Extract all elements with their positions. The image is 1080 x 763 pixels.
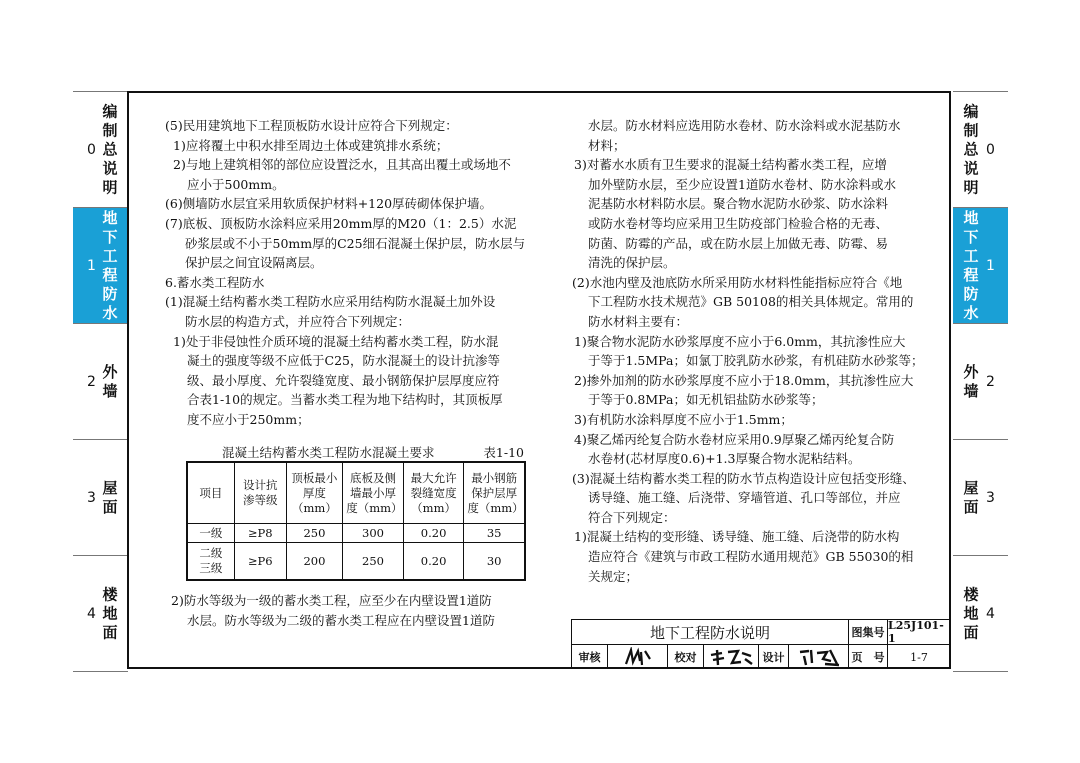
text-line: 关规定； [588, 568, 639, 584]
tab-number: 1 [87, 257, 96, 274]
text-line: 1)聚合物水泥防水砂浆厚度不应小于6.0mm，其抗渗性应大 [574, 333, 906, 349]
tab-label: 编 制 总 说 明 [102, 102, 118, 196]
text-line: 应小于500mm。 [187, 176, 285, 192]
check-label: 校对 [668, 645, 704, 669]
left-column-continued [171, 591, 531, 630]
tab-number: 0 [986, 141, 995, 158]
design-label: 设计 [759, 645, 789, 669]
table-cell: 30 [464, 543, 525, 581]
tab-label: 编 制 总 说 明 [963, 102, 979, 196]
text-line: (6)侧墙防水层宜采用软质保护材料+120厚砖砌体保护墙。 [165, 196, 493, 212]
text-line: 防菌、防霉的产品，或在防水层上加做无毒、防霉、易 [588, 235, 889, 251]
text-line: 1)处于非侵蚀性介质环境的混凝土结构蓄水类工程，防水混 [173, 333, 499, 349]
text-line: 1)混凝土结构的变形缝、诱导缝、施工缝、后浇带的防水构 [574, 529, 900, 545]
left-tab-1[interactable] [73, 207, 128, 323]
table-cell: 250 [286, 524, 343, 543]
tab-number: 3 [87, 489, 96, 506]
table-cell: 一级 [187, 524, 234, 543]
tab-label: 屋 面 [102, 478, 118, 516]
text-line: 6.蓄水类工程防水 [165, 274, 265, 290]
page-label: 页 号 [849, 645, 888, 669]
text-line: 诱导缝、施工缝、后浇带、穿墙管道、孔口等部位，并应 [588, 490, 901, 506]
tab-number: 0 [87, 141, 96, 158]
table-header-cell: 顶板最小厚度（mm） [286, 462, 343, 524]
tab-label: 屋 面 [963, 478, 979, 516]
right-column [572, 116, 947, 586]
text-line: 1)应将覆土中积水排至周边土体或建筑排水系统； [173, 137, 449, 153]
table-cell: ≥P8 [234, 524, 286, 543]
tab-end-line [953, 671, 1008, 672]
table-header-cell: 项目 [187, 462, 234, 524]
tab-label: 楼 地 面 [963, 585, 979, 641]
page-number: 1-7 [910, 650, 928, 664]
text-line: 水层。防水等级为二级的蓄水类工程应在内壁设置1道防 [187, 612, 495, 628]
text-line: 保护层之间宜设隔离层。 [185, 255, 323, 271]
review-label: 审核 [572, 645, 608, 669]
table-row [187, 524, 525, 543]
text-line: 符合下列规定： [588, 509, 676, 525]
tab-label: 地 下 工 程 防 水 [102, 208, 118, 322]
table-cell: 35 [464, 524, 525, 543]
text-line: 加外壁防水层，至少应设置1道防水卷材、防水涂料或水 [588, 176, 896, 192]
left-tab-strip [73, 91, 128, 671]
text-line: 下工程防水技术规范》GB 50108的相关具体规定。常用的 [588, 294, 914, 310]
table-caption: 混凝土结构蓄水类工程防水混凝土要求 [222, 445, 435, 460]
tab-label: 外 墙 [963, 362, 979, 400]
text-line: 防水层的构造方式，并应符合下列规定： [185, 313, 411, 329]
reviewer-signature [608, 645, 668, 669]
tab-number: 4 [87, 605, 96, 622]
text-line: 于等于0.8MPa；如无机铝盐防水砂浆等； [588, 392, 824, 408]
table-cell: 0.20 [403, 524, 464, 543]
left-column [165, 116, 535, 430]
text-line: 于等于1.5MPa；如氯丁胶乳防水砂浆，有机硅防水砂浆等； [588, 353, 924, 369]
text-line: (2)水池内壁及池底防水所采用防水材料性能指标应符合《地 [572, 274, 903, 290]
text-line: 3)对蓄水水质有卫生要求的混凝土结构蓄水类工程，应增 [574, 157, 887, 173]
atlas-label: 图集号 [849, 620, 888, 645]
table-number: 表1-10 [483, 445, 524, 460]
tab-number: 4 [986, 605, 995, 622]
table-row [187, 543, 525, 581]
table-header-row [187, 462, 525, 524]
text-line: (3)混凝土结构蓄水类工程的防水节点构造设计应包括变形缝、 [572, 470, 915, 486]
left-tab-2[interactable] [73, 323, 128, 439]
tab-number: 3 [986, 489, 995, 506]
table-header-cell: 最小钢筋保护层厚度（mm） [464, 462, 525, 524]
drawing-title: 地下工程防水说明 [572, 620, 849, 645]
table-cell: 200 [286, 543, 343, 581]
tab-label: 楼 地 面 [102, 585, 118, 641]
text-line: 砂浆层或不小于50mm厚的C25细石混凝土保护层，防水层与 [185, 235, 526, 251]
table-cell: ≥P6 [234, 543, 286, 581]
title-block [571, 619, 951, 669]
tab-label: 地 下 工 程 防 水 [963, 208, 979, 322]
text-line: 材料； [588, 137, 626, 153]
table-header-cell: 设计抗渗等级 [234, 462, 286, 524]
text-line: 泥基防水材料防水层。聚合物水泥防水砂浆、防水涂料 [588, 196, 889, 212]
left-tab-0[interactable] [73, 91, 128, 207]
tab-label: 外 墙 [102, 362, 118, 400]
text-line: 造应符合《建筑与市政工程防水通用规范》GB 55030的相 [588, 549, 914, 565]
right-tab-1[interactable] [953, 207, 1008, 323]
table-cell: 250 [343, 543, 404, 581]
table-cell: 0.20 [403, 543, 464, 581]
text-line: 防水材料主要有： [588, 313, 689, 329]
text-line: (5)民用建筑地下工程顶板防水设计应符合下列规定： [165, 118, 458, 133]
text-line: 2)与地上建筑相邻的部位应设置泛水，且其高出覆土或场地不 [173, 157, 511, 173]
text-line: (7)底板、顶板防水涂料应采用20mm厚的M20（1：2.5）水泥 [165, 215, 517, 231]
text-line: 度不应小于250mm； [187, 411, 310, 427]
table-cell: 300 [343, 524, 404, 543]
table-header-cell: 底板及侧墙最小厚度（mm） [343, 462, 404, 524]
text-line: 或防水卷材等均应采用卫生防疫部门检验合格的无毒、 [588, 215, 889, 231]
text-line: 4)聚乙烯丙纶复合防水卷材应采用0.9厚聚乙烯丙纶复合防 [574, 431, 895, 447]
tab-number: 2 [986, 373, 995, 390]
table-header-cell: 最大允许裂缝宽度（mm） [403, 462, 464, 524]
right-tab-strip [953, 91, 1008, 671]
text-line: 合表1-10的规定。当蓄水类工程为地下结构时，其顶板厚 [187, 392, 503, 408]
tab-end-line [73, 671, 128, 672]
text-line: 2)掺外加剂的防水砂浆厚度不应小于18.0mm，其抗渗性应大 [574, 372, 914, 388]
text-line: 凝土的强度等级不应低于C25，防水混凝土的设计抗渗等 [187, 353, 500, 369]
left-tab-4[interactable] [73, 555, 128, 671]
text-line: 2)防水等级为一级的蓄水类工程，应至少在内壁设置1道防 [171, 593, 492, 608]
text-line: 水层。防水材料应选用防水卷材、防水涂料或水泥基防水 [588, 118, 901, 133]
tab-number: 1 [986, 257, 995, 274]
right-tab-3[interactable] [953, 439, 1008, 555]
checker-signature [704, 645, 759, 669]
designer-signature [789, 645, 849, 669]
text-line: 3)有机防水涂料厚度不应小于1.5mm； [574, 411, 793, 427]
tab-number: 2 [87, 373, 96, 390]
text-line: 清洗的保护层。 [588, 255, 676, 271]
text-line: (1)混凝土结构蓄水类工程防水应采用结构防水混凝土加外设 [165, 294, 496, 310]
right-tab-4[interactable] [953, 555, 1008, 671]
requirements-table [186, 461, 526, 581]
right-tab-2[interactable] [953, 323, 1008, 439]
table-caption-row [222, 443, 532, 463]
atlas-number: L25J101-1 [888, 620, 950, 645]
left-tab-3[interactable] [73, 439, 128, 555]
table-cell: 二级 三级 [187, 543, 234, 581]
text-line: 级、最小厚度、允许裂缝宽度、最小钢筋保护层厚度应符 [187, 372, 500, 388]
right-tab-0[interactable] [953, 91, 1008, 207]
text-line: 水卷材(芯材厚度0.6)+1.3厚聚合物水泥粘结料。 [588, 451, 861, 467]
